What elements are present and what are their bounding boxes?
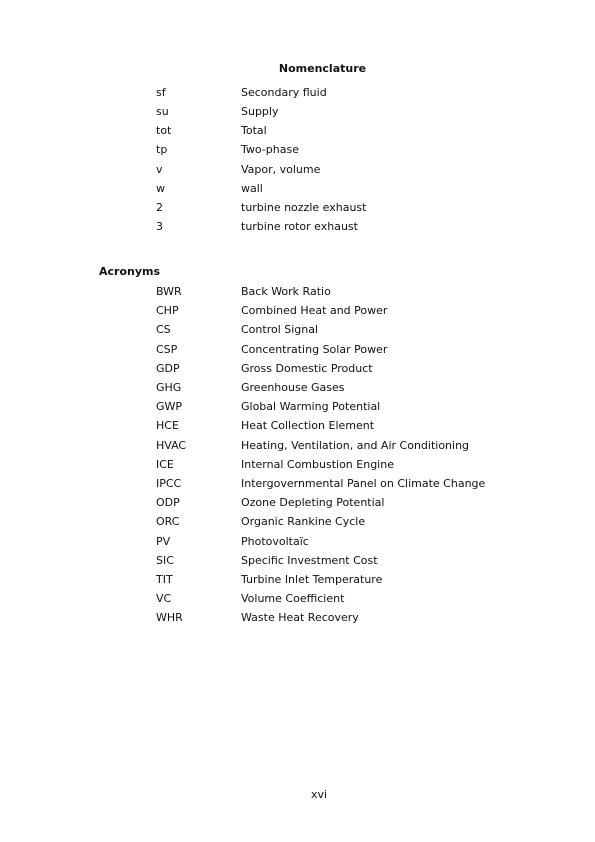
entry-definition: Photovoltaïc bbox=[241, 534, 309, 548]
entry-abbreviation: GHG bbox=[156, 381, 182, 394]
entry-definition: Global Warming Potential bbox=[241, 400, 381, 414]
entry-abbreviation: CSP bbox=[156, 342, 178, 356]
entry-abbreviation: v bbox=[156, 162, 163, 176]
entry-definition: Intergovernmental Panel on Climate Change bbox=[241, 477, 486, 490]
entry-abbreviation: CHP bbox=[156, 304, 179, 318]
entry-definition: Specific Investment Cost bbox=[241, 553, 378, 567]
entry-definition: wall bbox=[241, 181, 263, 195]
entry-definition: Internal Combustion Engine bbox=[241, 457, 394, 471]
entry-definition: Organic Rankine Cycle bbox=[241, 515, 366, 529]
entry-abbreviation: tot bbox=[156, 124, 172, 138]
entry-definition: Vapor, volume bbox=[241, 162, 321, 176]
entry-definition: Volume Coefficient bbox=[241, 592, 345, 606]
entry-definition: Supply bbox=[241, 105, 279, 119]
entry-definition: turbine rotor exhaust bbox=[241, 220, 358, 234]
acronyms-heading: Acronyms bbox=[99, 265, 161, 278]
entry-definition: Concentrating Solar Power bbox=[241, 342, 388, 356]
entry-definition: Gross Domestic Product bbox=[241, 361, 373, 375]
page-number: xvi bbox=[310, 788, 328, 801]
entry-definition: Total bbox=[241, 124, 267, 138]
entry-abbreviation: BWR bbox=[156, 285, 182, 298]
entry-definition: Secondary fluid bbox=[241, 86, 327, 99]
entry-abbreviation: sf bbox=[156, 86, 166, 99]
page-title: Nomenclature bbox=[278, 62, 367, 75]
entry-abbreviation: ODP bbox=[156, 496, 180, 510]
entry-definition: Greenhouse Gases bbox=[241, 381, 345, 394]
entry-abbreviation: tp bbox=[156, 143, 168, 157]
entry-abbreviation: ICE bbox=[156, 457, 174, 471]
entry-definition: Heat Collection Element bbox=[241, 419, 375, 433]
entry-abbreviation: 2 bbox=[156, 200, 163, 214]
entry-abbreviation: HCE bbox=[156, 419, 179, 433]
entry-abbreviation: CS bbox=[156, 323, 171, 337]
entry-abbreviation: 3 bbox=[156, 220, 163, 234]
entry-abbreviation: w bbox=[156, 181, 165, 195]
entry-definition: Control Signal bbox=[241, 323, 319, 337]
entry-definition: Heating, Ventilation, and Air Conditioning bbox=[241, 438, 470, 452]
entry-abbreviation: SIC bbox=[156, 553, 174, 567]
entry-definition: Ozone Depleting Potential bbox=[241, 496, 385, 510]
entry-abbreviation: su bbox=[156, 105, 169, 119]
entry-definition: Two-phase bbox=[241, 143, 299, 157]
entry-abbreviation: IPCC bbox=[156, 477, 182, 490]
entry-abbreviation: GDP bbox=[156, 361, 180, 375]
entry-definition: turbine nozzle exhaust bbox=[241, 200, 367, 214]
entry-definition: Turbine Inlet Temperature bbox=[241, 573, 383, 586]
entry-definition: Back Work Ratio bbox=[241, 285, 331, 298]
entry-abbreviation: ORC bbox=[156, 515, 180, 529]
entry-abbreviation: VC bbox=[156, 592, 172, 606]
entry-abbreviation: GWP bbox=[156, 400, 183, 414]
entry-abbreviation: HVAC bbox=[156, 438, 187, 452]
entry-abbreviation: PV bbox=[156, 534, 171, 548]
entry-abbreviation: WHR bbox=[156, 611, 183, 625]
entry-definition: Waste Heat Recovery bbox=[241, 611, 359, 625]
entry-definition: Combined Heat and Power bbox=[241, 304, 388, 318]
entry-abbreviation: TIT bbox=[156, 573, 173, 586]
